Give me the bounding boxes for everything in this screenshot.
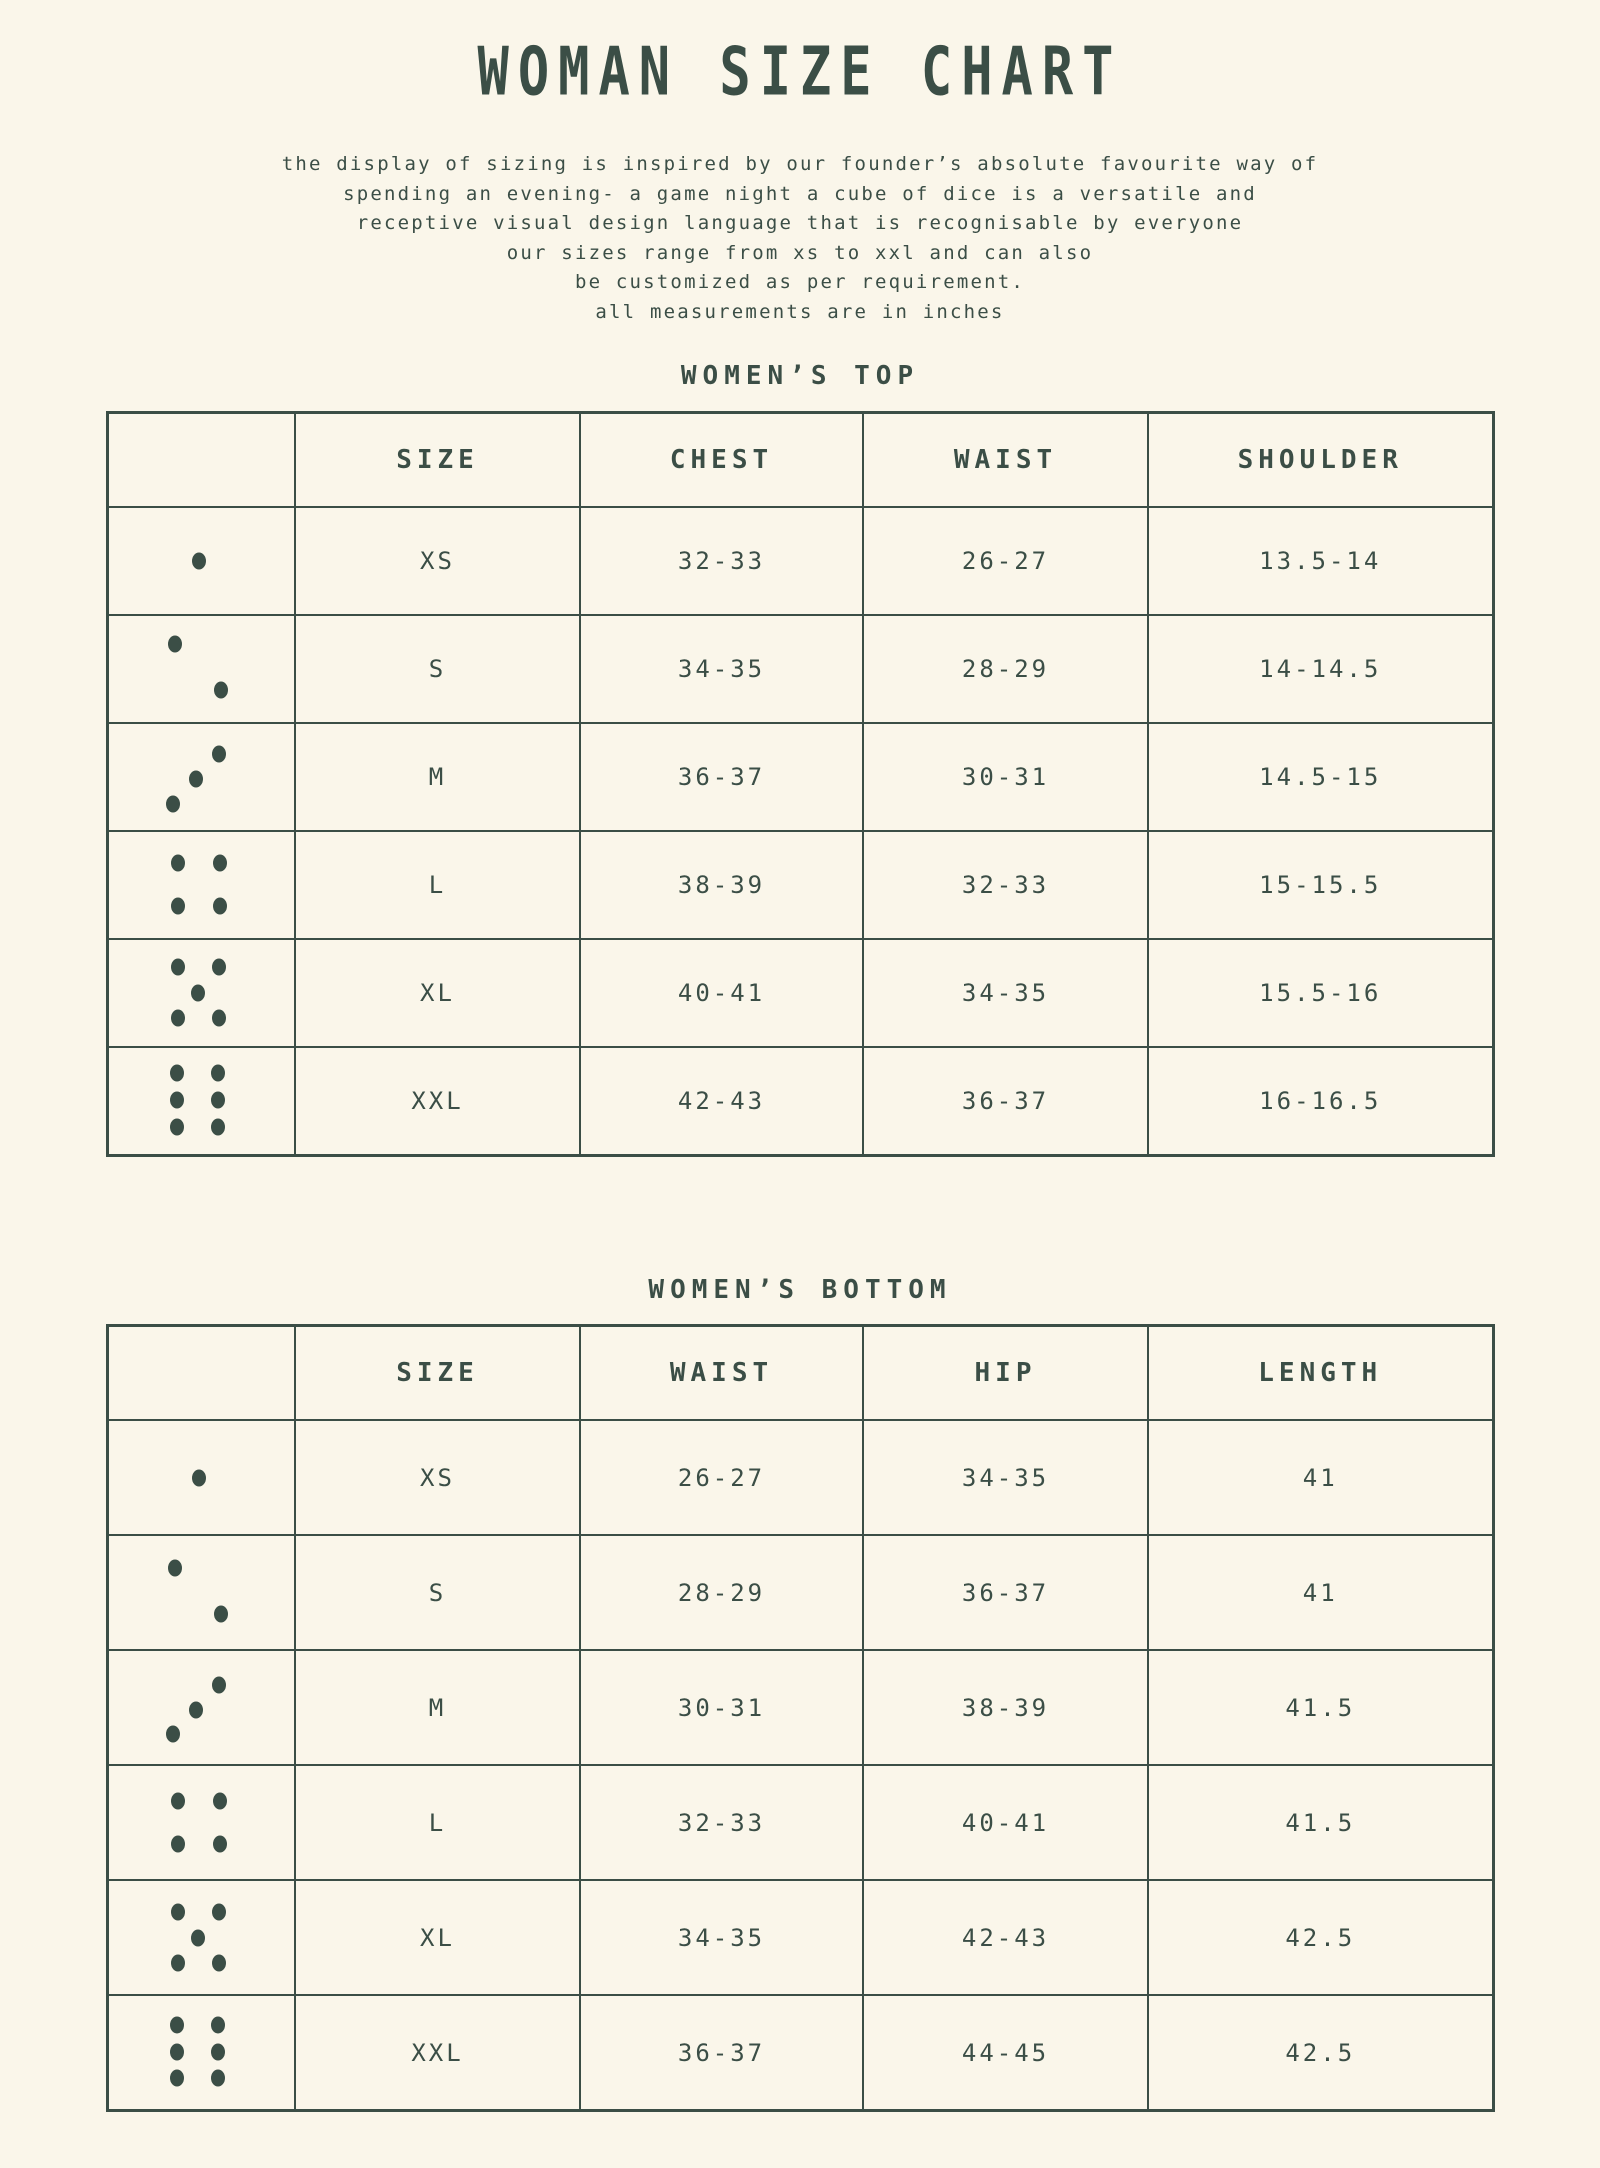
dice-cell [107, 507, 295, 615]
table-row [107, 507, 1493, 615]
measurement-cell: 36-37 [863, 1535, 1148, 1650]
dice-cell [107, 939, 295, 1047]
size-cell: XXL [295, 1995, 580, 2110]
dice-cell [107, 1650, 295, 1765]
dice-pip [211, 1091, 225, 1108]
dice-cell [107, 615, 295, 723]
dice-pip [171, 1904, 185, 1921]
measurement-cell: 36-37 [580, 723, 863, 831]
measurement-cell: 15-15.5 [1148, 831, 1493, 939]
intro-line: spending an evening- a game night a cube of dice is a versatile and [343, 182, 1257, 205]
dice-pip [211, 1065, 225, 1082]
dice-pip [211, 2070, 225, 2087]
measurement-cell: 41 [1148, 1535, 1493, 1650]
dice-face-1 [155, 515, 247, 607]
dice-pip [170, 2070, 184, 2087]
intro-line: receptive visual design language that is recognisable by everyone [356, 212, 1244, 235]
dice-pip [212, 746, 226, 763]
measurement-cell: 14.5-15 [1148, 723, 1493, 831]
table-row [107, 1535, 1493, 1650]
dice-pip [212, 1954, 226, 1971]
womens-top-section [0, 361, 1600, 1156]
dice-pip [171, 854, 185, 871]
dice-pip [213, 1835, 227, 1852]
table-row [107, 1765, 1493, 1880]
measurement-cell: 13.5-14 [1148, 507, 1493, 615]
table-row [107, 1420, 1493, 1535]
dice-pip [212, 959, 226, 976]
intro-line: all measurements are in inches [595, 300, 1005, 323]
measurement-cell: 32-33 [863, 831, 1148, 939]
dice-face-5 [155, 1892, 247, 1984]
measurement-cell: 32-33 [580, 1765, 863, 1880]
dice-pip [192, 553, 206, 570]
dice-pip [170, 2043, 184, 2060]
header-cell-size: SIZE [295, 412, 580, 507]
dice-face-2 [155, 1547, 247, 1639]
size-cell: XS [295, 1420, 580, 1535]
size-cell: XXL [295, 1047, 580, 1155]
dice-face-6 [155, 2007, 247, 2099]
measurement-cell: 44-45 [863, 1995, 1148, 2110]
measurement-cell: 42.5 [1148, 1995, 1493, 2110]
measurement-cell: 28-29 [580, 1535, 863, 1650]
dice-face-1 [155, 1432, 247, 1524]
dice-pip [213, 1792, 227, 1809]
measurement-cell: 41.5 [1148, 1765, 1493, 1880]
dice-face-5 [155, 947, 247, 1039]
measurement-cell: 36-37 [580, 1995, 863, 2110]
womens-bottom-heading: WOMEN’S BOTTOM [648, 1274, 952, 1305]
table-row [107, 723, 1493, 831]
measurement-cell: 34-35 [580, 615, 863, 723]
dice-cell [107, 1880, 295, 1995]
table-row [107, 831, 1493, 939]
size-cell: S [295, 1535, 580, 1650]
measurement-cell: 30-31 [580, 1650, 863, 1765]
measurement-cell: 42-43 [863, 1880, 1148, 1995]
measurement-cell: 42-43 [580, 1047, 863, 1155]
measurement-cell: 38-39 [580, 831, 863, 939]
dice-cell [107, 1995, 295, 2110]
header-cell-waist: WAIST [580, 1325, 863, 1420]
measurement-cell: 42.5 [1148, 1880, 1493, 1995]
dice-pip [192, 1469, 206, 1486]
header-cell-size: SIZE [295, 1325, 580, 1420]
size-cell: L [295, 1765, 580, 1880]
dice-pip [171, 898, 185, 915]
dice-face-4 [155, 839, 247, 931]
dice-pip [171, 1792, 185, 1809]
intro-line: the display of sizing is inspired by our founder’s absolute favourite way of [281, 153, 1319, 176]
dice-face-3 [155, 731, 247, 823]
intro-text [0, 150, 1600, 327]
dice-pip [189, 1701, 203, 1718]
measurement-cell: 41.5 [1148, 1650, 1493, 1765]
dice-pip [213, 898, 227, 915]
dice-face-2 [155, 623, 247, 715]
measurement-cell: 34-35 [863, 939, 1148, 1047]
measurement-cell: 16-16.5 [1148, 1047, 1493, 1155]
page-title-text: WOMAN SIZE CHART [477, 34, 1123, 112]
measurement-cell: 32-33 [580, 507, 863, 615]
dice-cell [107, 1047, 295, 1155]
header-cell-length: LENGTH [1148, 1325, 1493, 1420]
measurement-cell: 41 [1148, 1420, 1493, 1535]
dice-pip [170, 1065, 184, 1082]
measurement-cell: 28-29 [863, 615, 1148, 723]
header-cell-shoulder: SHOULDER [1148, 412, 1493, 507]
dice-header-cell [107, 1325, 295, 1420]
dice-pip [170, 2016, 184, 2033]
dice-pip [214, 1605, 228, 1622]
measurement-cell: 26-27 [580, 1420, 863, 1535]
womens-bottom-section [0, 1275, 1600, 2112]
dice-face-3 [155, 1662, 247, 1754]
dice-pip [191, 1929, 205, 1946]
dice-pip [214, 682, 228, 699]
header-row [107, 1325, 1493, 1420]
dice-cell [107, 723, 295, 831]
page-title [0, 0, 1600, 112]
measurement-cell: 26-27 [863, 507, 1148, 615]
dice-pip [212, 1009, 226, 1026]
dice-pip [211, 1118, 225, 1135]
header-cell-waist: WAIST [863, 412, 1148, 507]
measurement-cell: 30-31 [863, 723, 1148, 831]
dice-cell [107, 831, 295, 939]
intro-line: be customized as per requirement. [574, 271, 1026, 294]
measurement-cell: 15.5-16 [1148, 939, 1493, 1047]
size-cell: S [295, 615, 580, 723]
measurement-cell: 38-39 [863, 1650, 1148, 1765]
womens-top-table [106, 411, 1495, 1157]
dice-pip [212, 1904, 226, 1921]
womens-top-heading: WOMEN’S TOP [680, 361, 920, 392]
size-cell: M [295, 1650, 580, 1765]
table-row [107, 1880, 1493, 1995]
dice-pip [189, 770, 203, 787]
dice-pip [211, 2043, 225, 2060]
dice-pip [166, 1726, 180, 1743]
womens-bottom-table [106, 1324, 1495, 2112]
dice-pip [171, 1009, 185, 1026]
table-row [107, 1047, 1493, 1155]
measurement-cell: 34-35 [863, 1420, 1148, 1535]
table-row [107, 615, 1493, 723]
header-cell-hip: HIP [863, 1325, 1148, 1420]
measurement-cell: 34-35 [580, 1880, 863, 1995]
dice-cell [107, 1420, 295, 1535]
dice-face-4 [155, 1777, 247, 1869]
dice-pip [168, 636, 182, 653]
size-cell: XS [295, 507, 580, 615]
size-cell: XL [295, 1880, 580, 1995]
table-row [107, 1995, 1493, 2110]
dice-pip [171, 1954, 185, 1971]
dice-pip [171, 959, 185, 976]
dice-cell [107, 1535, 295, 1650]
dice-face-6 [155, 1055, 247, 1147]
measurement-cell: 36-37 [863, 1047, 1148, 1155]
dice-pip [168, 1559, 182, 1576]
measurement-cell: 40-41 [580, 939, 863, 1047]
dice-pip [171, 1835, 185, 1852]
dice-header-cell [107, 412, 295, 507]
measurement-cell: 14-14.5 [1148, 615, 1493, 723]
table-row [107, 939, 1493, 1047]
size-cell: M [295, 723, 580, 831]
dice-pip [212, 1676, 226, 1693]
size-cell: XL [295, 939, 580, 1047]
dice-pip [191, 985, 205, 1002]
table-row [107, 1650, 1493, 1765]
size-cell: L [295, 831, 580, 939]
intro-line: our sizes range from xs to xxl and can also [506, 241, 1094, 264]
dice-pip [211, 2016, 225, 2033]
dice-pip [213, 854, 227, 871]
header-cell-chest: CHEST [580, 412, 863, 507]
header-row [107, 412, 1493, 507]
dice-cell [107, 1765, 295, 1880]
dice-pip [170, 1091, 184, 1108]
measurement-cell: 40-41 [863, 1765, 1148, 1880]
dice-pip [170, 1118, 184, 1135]
dice-pip [166, 795, 180, 812]
